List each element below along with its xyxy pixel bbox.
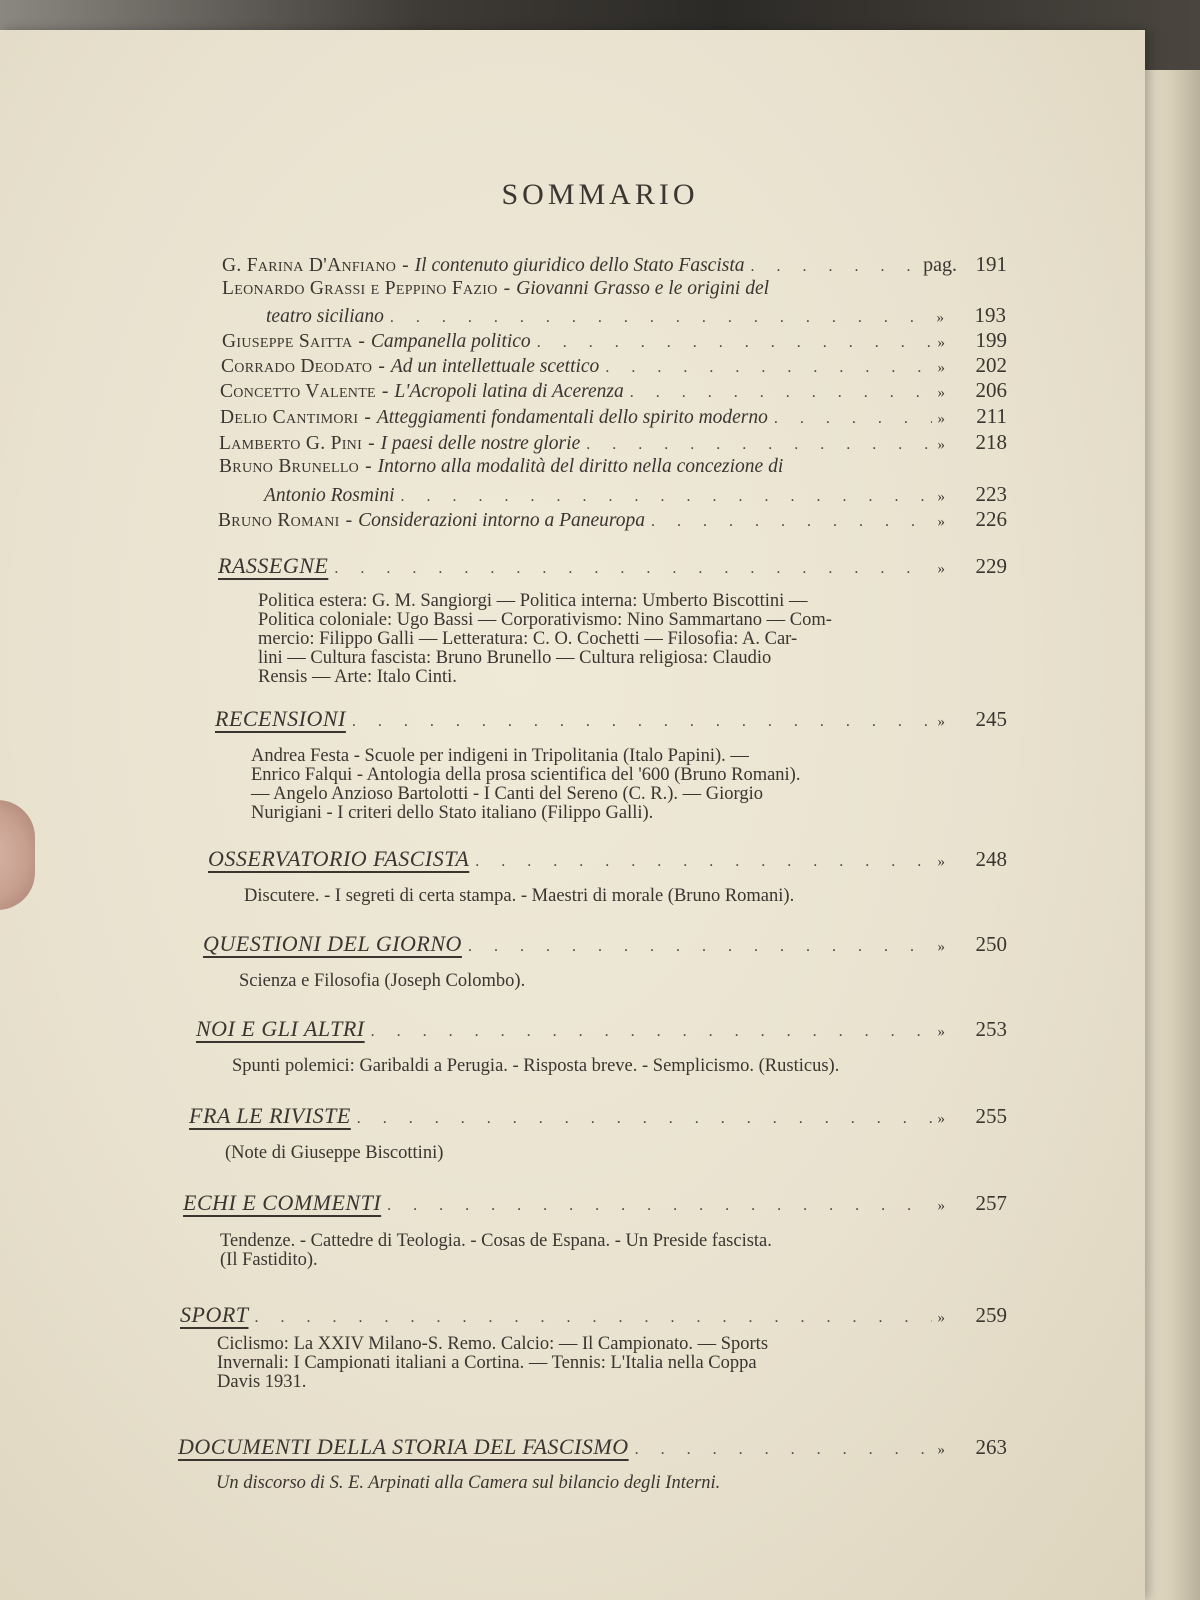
toc-section [189, 1103, 1007, 1129]
entry-author: Giuseppe Saitta [222, 331, 353, 352]
description-line: Politica estera: G. M. Sangiorgi — Politica interna: Umberto Biscottini — [258, 591, 808, 611]
dot-leader [468, 938, 932, 956]
entry-title: Campanella politico [370, 331, 531, 352]
section-page-number: 229 [975, 554, 1007, 578]
toc-entry [220, 378, 1007, 403]
dot-leader [475, 853, 931, 871]
section-title: NOI E GLI ALTRI [196, 1016, 365, 1041]
entry-page-number: 191 [975, 252, 1007, 276]
section-page-number: 257 [975, 1191, 1007, 1215]
pag-label: pag. [923, 254, 957, 276]
entry-separator: - [358, 331, 365, 352]
dot-leader [334, 560, 931, 578]
page-title: SOMMARIO [501, 178, 699, 211]
section-description [217, 1335, 917, 1392]
ditto-mark: » [937, 514, 945, 530]
entry-separator: - [345, 510, 353, 531]
toc-section [183, 1190, 1007, 1216]
entry-separator: - [368, 433, 375, 454]
entry-author: Concetto Valente [220, 381, 376, 402]
entry-title: Intorno alla modalità del diritto nella concezione di [377, 456, 784, 477]
description-line: Invernali: I Campionati italiani a Cortina. — Tennis: L'Italia nella Coppa [217, 1353, 757, 1373]
entry-separator: - [503, 278, 511, 299]
section-title: FRA LE RIVISTE [189, 1103, 351, 1128]
entry-author: Leonardo Grassi e Peppino Fazio [222, 278, 498, 299]
section-description [220, 1232, 920, 1270]
ditto-mark: » [937, 1442, 945, 1458]
toc-section [196, 1016, 1007, 1042]
entry-page-number: 193 [974, 303, 1006, 327]
entry-title: Atteggiamenti fondamentali dello spirito moderno [376, 407, 768, 428]
dot-leader [371, 1023, 932, 1041]
entry-page-number: 218 [975, 430, 1007, 454]
ditto-mark: » [937, 411, 945, 427]
entry-separator: - [381, 381, 389, 402]
ditto-mark: » [937, 854, 945, 870]
dot-leader [774, 410, 932, 428]
dot-leader [390, 309, 931, 327]
ditto-mark: » [937, 939, 945, 955]
dot-leader [651, 513, 931, 531]
entry-title: Considerazioni intorno a Paneuropa [358, 510, 646, 531]
description-line: Enrico Falqui - Antologia della prosa scientifica del '600 (Bruno Romani). [251, 765, 801, 785]
entry-page-number: 199 [975, 328, 1007, 352]
entry-separator: - [378, 356, 385, 377]
description-line: Rensis — Arte: Italo Cinti. [258, 667, 457, 687]
section-title: SPORT [180, 1302, 249, 1327]
section-page-number: 248 [975, 847, 1007, 871]
entry-page-number: 226 [975, 507, 1007, 531]
section-page-number: 253 [975, 1017, 1007, 1041]
section-description [244, 887, 914, 906]
dot-leader [635, 1441, 932, 1459]
entry-page-number: 206 [975, 378, 1007, 402]
dot-leader [401, 488, 932, 506]
entry-separator: - [402, 255, 409, 276]
section-description [251, 747, 911, 823]
toc-entry [220, 404, 1007, 429]
toc-entry [222, 278, 922, 300]
ditto-mark: » [937, 561, 945, 577]
description-line: (Note di Giuseppe Biscottini) [225, 1143, 444, 1163]
ditto-mark: » [937, 437, 945, 453]
toc-entry [219, 430, 1007, 455]
entry-author: Delio Cantimori [220, 407, 359, 428]
section-page-number: 245 [975, 707, 1007, 731]
dot-leader [537, 334, 932, 352]
section-description [232, 1057, 922, 1076]
ditto-mark: » [936, 310, 944, 326]
entry-title-continuation: teatro siciliano [266, 306, 384, 327]
entry-separator: - [365, 456, 372, 477]
toc-section [215, 706, 1007, 732]
entry-author: G. Farina D'Anfiano [222, 255, 397, 276]
ditto-mark: » [937, 1111, 945, 1127]
section-title: ECHI E COMMENTI [183, 1190, 382, 1215]
table-of-contents [0, 30, 1145, 1600]
section-description [258, 592, 908, 687]
entry-author: Bruno Brunello [219, 456, 360, 477]
entry-title: L'Acropoli latina di Acerenza [394, 381, 624, 402]
dot-leader [255, 1309, 932, 1327]
section-title: RECENSIONI [215, 706, 346, 731]
dot-leader [630, 384, 932, 402]
toc-entry-continuation [264, 482, 1007, 507]
section-page-number: 255 [975, 1104, 1007, 1128]
entry-title: I paesi delle nostre glorie [380, 433, 581, 454]
entry-title: Ad un intellettuale scettico [390, 356, 600, 377]
section-title: RASSEGNE [218, 553, 329, 578]
toc-entry [222, 328, 1007, 353]
entry-author: Lamberto G. Pini [219, 433, 363, 454]
ditto-mark: » [937, 1198, 945, 1214]
entry-title: Giovanni Grasso e le origini del [516, 278, 770, 299]
description-line: Davis 1931. [217, 1372, 307, 1392]
description-line: Discutere. - I segreti di certa stampa. - Maestri di morale (Bruno Romani). [244, 886, 795, 906]
ditto-mark: » [937, 360, 945, 376]
description-line: Un discorso di S. E. Arpinati alla Camera sul bilancio degli Interni. [216, 1473, 721, 1493]
description-line: Andrea Festa - Scuole per indigeni in Tripolitania (Italo Papini). — [251, 746, 749, 766]
ditto-mark: » [937, 385, 945, 401]
toc-entry [221, 353, 1007, 378]
entry-separator: - [364, 407, 371, 428]
dot-leader [387, 1197, 931, 1215]
ditto-mark: » [937, 489, 945, 505]
dot-leader [605, 359, 931, 377]
description-line: lini — Cultura fascista: Bruno Brunello — Cultura religiosa: Claudio [258, 648, 772, 668]
toc-entry [218, 507, 1007, 532]
ditto-mark: » [937, 335, 945, 351]
description-line: Scienza e Filosofia (Joseph Colombo). [239, 971, 526, 991]
section-description [216, 1474, 916, 1493]
description-line: mercio: Filippo Galli — Letteratura: C. O. Cochetti — Filosofia: A. Car- [258, 629, 798, 649]
dot-leader [357, 1110, 932, 1128]
dot-leader [586, 436, 931, 454]
toc-entry [222, 252, 1007, 277]
section-page-number: 263 [975, 1435, 1007, 1459]
ditto-mark: » [937, 1024, 945, 1040]
toc-entry-continuation [266, 303, 1006, 328]
toc-section [203, 931, 1007, 957]
toc-entry [219, 456, 919, 478]
dot-leader [751, 258, 918, 276]
entry-title-continuation: Antonio Rosmini [264, 485, 395, 506]
dot-leader [352, 713, 932, 731]
entry-page-number: 211 [976, 404, 1007, 428]
entry-title: Il contenuto giuridico dello Stato Fascista [414, 255, 745, 276]
section-title: DOCUMENTI DELLA STORIA DEL FASCISMO [178, 1434, 629, 1459]
toc-section [178, 1434, 1007, 1460]
section-description [239, 972, 909, 991]
entry-page-number: 223 [975, 482, 1007, 506]
description-line: Nurigiani - I criteri dello Stato italiano (Filippo Galli). [251, 803, 654, 823]
description-line: (Il Fastidito). [220, 1250, 318, 1270]
section-page-number: 250 [975, 932, 1007, 956]
section-page-number: 259 [975, 1303, 1007, 1327]
description-line: Tendenze. - Cattedre di Teologia. - Cosas de Espana. - Un Preside fascista. [220, 1231, 772, 1251]
ditto-mark: » [937, 1310, 945, 1326]
description-line: Politica coloniale: Ugo Bassi — Corporativismo: Nino Sammartano — Com- [258, 610, 832, 630]
toc-section [180, 1302, 1007, 1328]
entry-page-number: 202 [975, 353, 1007, 377]
toc-section [208, 846, 1007, 872]
description-line: Spunti polemici: Garibaldi a Perugia. - Risposta breve. - Semplicismo. (Rusticus). [232, 1056, 840, 1076]
section-description [225, 1144, 915, 1163]
section-title: OSSERVATORIO FASCISTA [208, 846, 470, 871]
entry-author: Corrado Deodato [221, 356, 373, 377]
section-title: QUESTIONI DEL GIORNO [203, 931, 462, 956]
description-line: — Angelo Anzioso Bartolotti - I Canti del Sereno (C. R.). — Giorgio [251, 784, 763, 804]
ditto-mark: » [937, 714, 945, 730]
toc-section [218, 553, 1007, 579]
book-page [0, 30, 1145, 1600]
entry-author: Bruno Romani [218, 510, 340, 531]
description-line: Ciclismo: La XXIV Milano-S. Remo. Calcio: — Il Campionato. — Sports [217, 1334, 769, 1354]
